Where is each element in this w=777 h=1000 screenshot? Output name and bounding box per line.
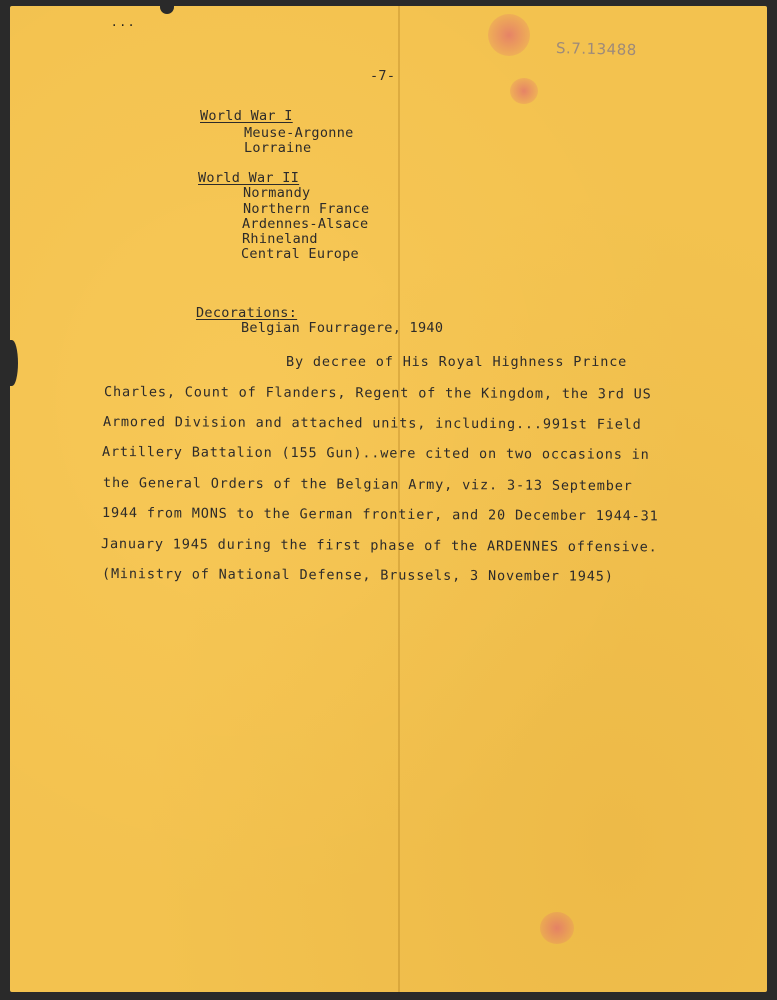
decorations-heading: Decorations: xyxy=(196,305,298,321)
stain-bottom xyxy=(540,912,574,944)
campaign-place: Lorraine xyxy=(244,140,312,156)
campaign-place: Normandy xyxy=(243,185,311,201)
stain-mid xyxy=(510,78,538,104)
edge-notch-top xyxy=(160,0,174,14)
citation-line: Armored Division and attached units, including...991st Field xyxy=(102,414,642,433)
citation-line: Artillery Battalion (155 Gun)..were cited on two occasions in xyxy=(101,444,650,463)
stain-top xyxy=(488,14,530,56)
citation-line: Charles, Count of Flanders, Regent of the Kingdom, the 3rd US xyxy=(103,384,652,403)
campaign-place: Rhineland xyxy=(242,231,318,247)
archive-number: S.7.13488 xyxy=(555,38,638,60)
campaign-heading-ww1: World War I xyxy=(200,108,293,124)
citation-line: By decree of His Royal Highness Prince xyxy=(286,354,628,370)
citation-line: January 1945 during the first phase of the ARDENNES offensive. xyxy=(100,536,658,556)
campaign-place: Ardennes-Alsace xyxy=(242,216,369,232)
campaign-heading-ww2: World War II xyxy=(198,170,300,186)
campaign-place: Northern France xyxy=(243,201,370,217)
fold-crease xyxy=(398,6,400,992)
page-number: -7- xyxy=(370,68,396,84)
campaign-place: Meuse-Argonne xyxy=(244,125,354,141)
citation-line: the General Orders of the Belgian Army, viz. 3-13 September xyxy=(102,475,633,495)
citation-line: (Ministry of National Defense, Brussels, 3 November 1945) xyxy=(101,566,614,585)
edge-tear-left xyxy=(6,340,18,386)
decoration-item: Belgian Fourragere, 1940 xyxy=(241,320,444,336)
paper-sheet xyxy=(10,6,767,992)
corner-marks: ... xyxy=(112,14,138,30)
citation-line: 1944 from MONS to the German frontier, and 20 December 1944-31 xyxy=(101,505,659,525)
campaign-place: Central Europe xyxy=(241,246,359,262)
